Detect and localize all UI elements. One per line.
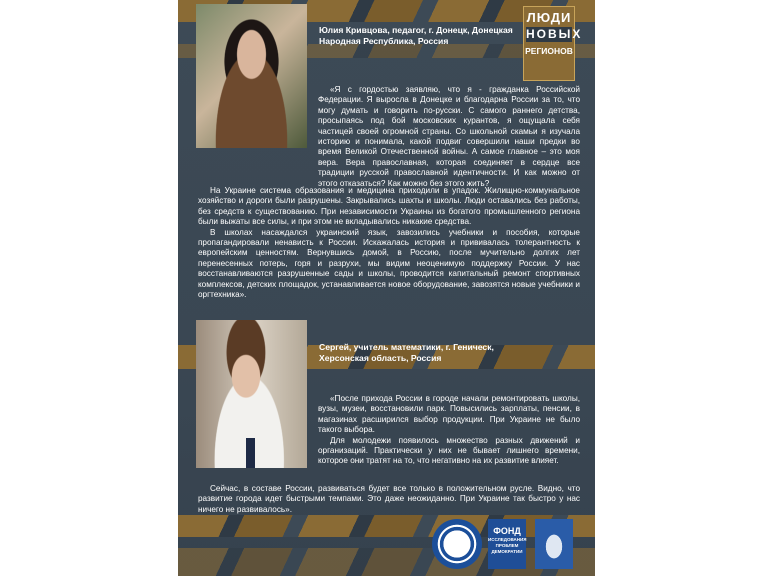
decorative-band bbox=[178, 515, 595, 537]
fund-logo-title: ФОНД bbox=[493, 526, 521, 536]
person1-caption: Юлия Кривцова, педагог, г. Донецк, Донецкая Народная Республика, Россия bbox=[319, 25, 513, 46]
logo-line1: ЛЮДИ bbox=[526, 10, 572, 25]
paragraph: В школах насаждался украинский язык, завозились учебники и пособия, которые пропагандировали ненависть к России. Искажалась история и прививалась толерантность к европейским ценностям. Вернувшись домой, в Россию, после мучительно долгих лет перенесенных потерь, горя и разрухи, мы видим неоценимую поддержку России. У нас восстанавливаются разрушенные сады и школы, проводится капитальный ремонт спортивных комплексов, детских площадок, устанавливается новое оборудование, завозятся новые учебники и оргтехника». bbox=[198, 227, 580, 300]
fund-logo bbox=[488, 519, 526, 569]
person1-quote-intro bbox=[318, 85, 580, 189]
person1-quote-body bbox=[198, 186, 580, 300]
logo-line3: РЕГИОНОВ bbox=[525, 46, 573, 56]
lyudi-novykh-regionov-logo bbox=[523, 6, 583, 81]
paragraph: «Я с гордостью заявляю, что я - гражданка Российской Федерации. Я выросла в Донецке и благодарна России за то, что могу думать и говорить по-русски. С самого раннего детства, просыпаясь под бой московских курантов, я ощущала себя частицей своей огромной страны. Со школьной скамьи я изучала историю и понимала, какой подвиг совершили наши предки во время Великой Отечественной войны. А самое главное – это моя вера. Вера православная, которая соединяет в сердце все традиции русской православной идентичности. И как можно от этого отказаться? Как можно без этого жить? bbox=[318, 85, 580, 188]
decorative-band bbox=[178, 548, 595, 576]
person2-quote-intro bbox=[318, 394, 580, 467]
logo-line2: НОВЫХ bbox=[526, 27, 583, 41]
portrait-photo-man bbox=[196, 320, 307, 468]
paragraph: «После прихода России в городе начали ремонтировать школы, вузы, музеи, восстановили парк. Повысились зарплаты, пенсии, в магазинах расширился выбор продукции. При Украине не было такого выбора. bbox=[318, 394, 580, 435]
person2-caption: Сергей, учитель математики, г. Геническ, Херсонская область, Россия bbox=[319, 342, 494, 363]
portrait-photo-woman bbox=[196, 4, 307, 148]
fund-logo-subtitle: ИССЛЕДОВАНИЯ ПРОБЛЕМ ДЕМОКРАТИИ bbox=[488, 537, 527, 554]
paragraph: Для молодежи появилось множество разных движений и организаций. Практически у них не бывает лишнего времени, которое они тратят на то, что негативно на их развитие влияет. bbox=[318, 435, 580, 466]
poster-page bbox=[178, 0, 595, 576]
paragraph: Сейчас, в составе России, развиваться будет все только в положительном русле. Видно, что развитие города идет быстрыми темпами. Это даже неожиданно. При Украине так быстро у нас ничего не развивалось». bbox=[198, 484, 580, 514]
person2-quote-body bbox=[198, 484, 580, 515]
paragraph: На Украине система образования и медицина приходили в упадок. Жилищно-коммунальное хозяйство и дороги были разрушены. Закрывались шахты и школы. Люди оставались без работы, без средств к существованию. При независимости Украины из богатого промышленного региона были выжаты все силы, и при этом не вкладывались никакие средства. bbox=[198, 186, 580, 227]
monument-emblem-icon bbox=[535, 519, 573, 569]
tie-shape bbox=[246, 438, 255, 468]
emblem-circle-icon bbox=[432, 519, 482, 569]
